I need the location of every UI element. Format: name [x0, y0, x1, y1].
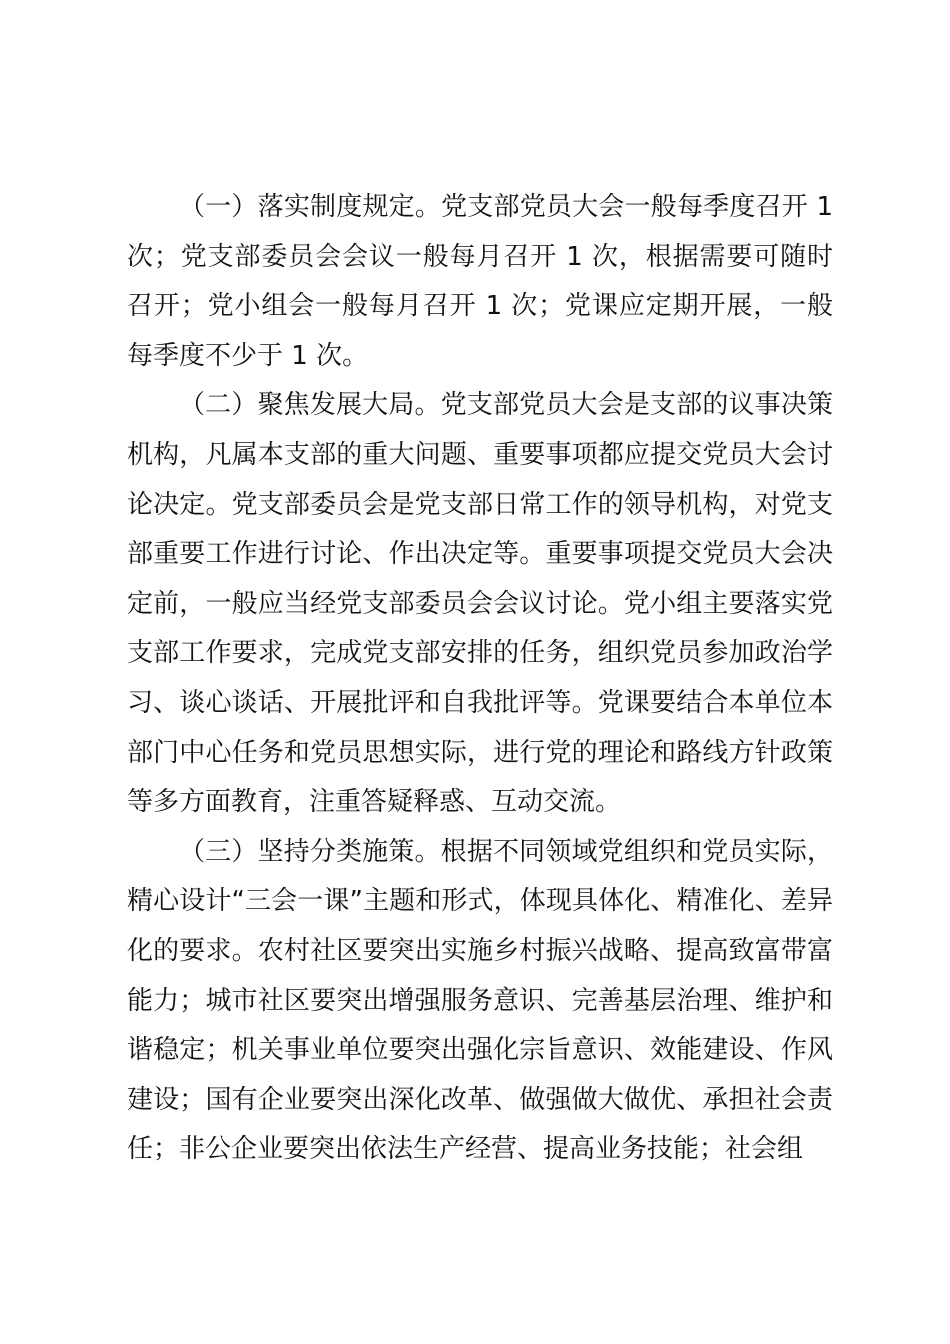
paragraph-2: （二）聚焦发展大局。党支部党员大会是支部的议事决策机构，凡属本支部的重大问题、重要事项都应提交党员大会讨论决定。党支部委员会是党支部日常工作的领导机构，对党支部重要工作进行讨论、作出决定等。重要事项提交党员大会决定前，一般应当经党支部委员会会议讨论。党小组主要落实党支部工作要求，完成党支部安排的任务，组织党员参加政治学习、谈心谈话、开展批评和自我批评等。党课要结合本单位本部门中心任务和党员思想实际，进行党的理论和路线方针政策等多方面教育，注重答疑释惑、互动交流。	[127, 390, 833, 818]
paragraph-1: （一）落实制度规定。党支部党员大会一般每季度召开 1 次；党支部委员会会议一般每月召开 1 次，根据需要可随时召开；党小组会一般每月召开 1 次；党课应定期开展，一般每季度不少于 1 次。	[127, 192, 833, 371]
paragraph-3: （三）坚持分类施策。根据不同领域党组织和党员实际，精心设计“三会一课”主题和形式，体现具体化、精准化、差异化的要求。农村社区要突出实施乡村振兴战略、提高致富带富能力；城市社区要突出增强服务意识、完善基层治理、维护和谐稳定；机关事业单位要突出强化宗旨意识、效能建设、作风建设；国有企业要突出深化改革、做强做大做优、承担社会责任；非公企业要突出依法生产经营、提高业务技能；社会组	[127, 836, 833, 1165]
document-body	[127, 183, 833, 1175]
